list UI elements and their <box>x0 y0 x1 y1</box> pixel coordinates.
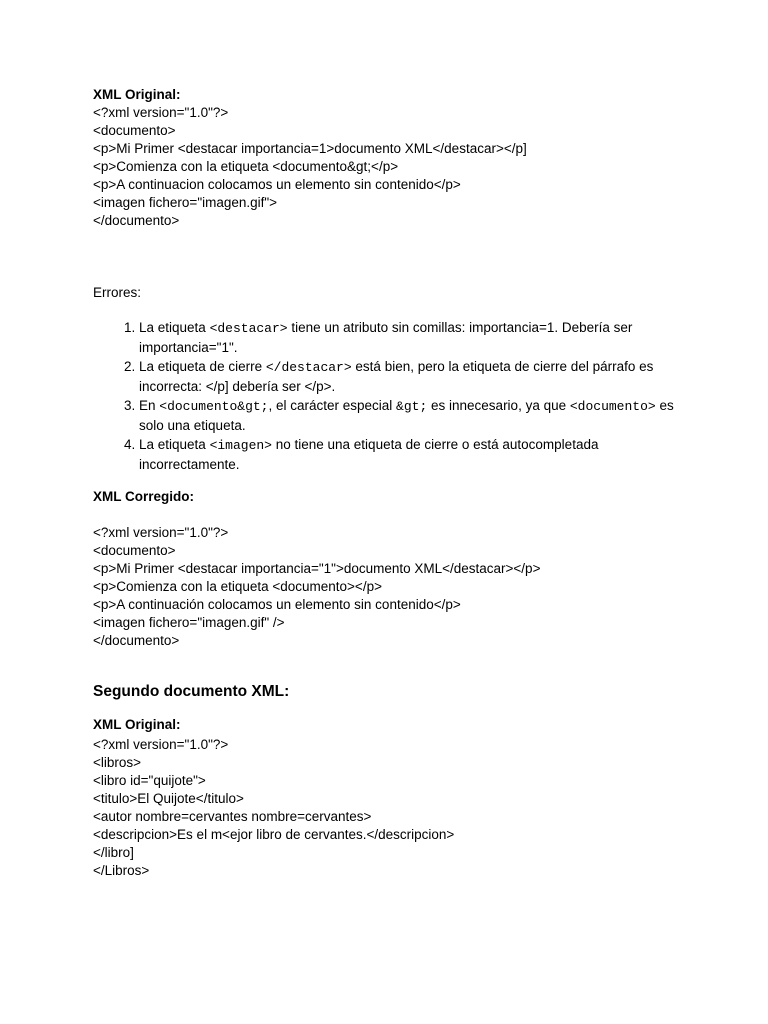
inline-code: <documento> <box>569 399 656 414</box>
code-line: <p>A continuación colocamos un elemento sin contenido</p> <box>93 597 461 612</box>
code-line: <p>Mi Primer <destacar importancia="1">documento XML</destacar></p> <box>93 561 541 576</box>
error-text: está bien, pero la etiqueta de cierre del párrafo es incorrecta: </p] debería ser </p>. <box>139 359 654 394</box>
list-item <box>139 357 683 396</box>
section-title: Segundo documento XML: <box>93 683 290 700</box>
code-line: <libros> <box>93 755 142 770</box>
document-page <box>93 86 683 880</box>
code-line: <documento> <box>93 123 176 138</box>
code-line: <?xml version="1.0"?> <box>93 737 229 752</box>
list-item <box>139 435 683 474</box>
errors-heading: Errores: <box>93 285 142 300</box>
corrected-xml-block <box>93 524 683 650</box>
code-line: <p>A continuacion colocamos un elemento sin contenido</p> <box>93 177 461 192</box>
error-text: La etiqueta <box>139 437 210 452</box>
inline-code: <imagen> <box>209 438 272 453</box>
inline-code: &gt; <box>396 399 428 414</box>
code-line: <documento> <box>93 543 176 558</box>
code-line: <titulo>El Quijote</titulo> <box>93 791 244 806</box>
code-line: <?xml version="1.0"?> <box>93 525 229 540</box>
error-text: En <box>139 398 160 413</box>
list-item <box>139 318 683 357</box>
inline-code: </destacar> <box>265 360 352 375</box>
error-text: La etiqueta de cierre <box>139 359 266 374</box>
code-line: </documento> <box>93 633 180 648</box>
corrected-xml-heading: XML Corregido: <box>93 489 194 504</box>
error-text: es innecesario, ya que <box>427 398 570 413</box>
original-xml-heading: XML Original: <box>93 87 181 102</box>
code-line: <p>Mi Primer <destacar importancia=1>documento XML</destacar></p] <box>93 141 527 156</box>
code-line: <?xml version="1.0"?> <box>93 105 229 120</box>
list-item <box>139 396 683 435</box>
error-text: , el carácter especial <box>268 398 397 413</box>
original-xml-heading: XML Original: <box>93 717 181 732</box>
code-line: <imagen fichero="imagen.gif" /> <box>93 615 285 630</box>
code-line: </libro] <box>93 845 134 860</box>
error-text: es solo una etiqueta. <box>139 398 674 433</box>
inline-code: <destacar> <box>209 321 288 336</box>
code-line: </documento> <box>93 213 180 228</box>
code-line: <imagen fichero="imagen.gif"> <box>93 195 278 210</box>
code-line: <p>Comienza con la etiqueta <documento&gt;</p> <box>93 159 399 174</box>
inline-code: <documento&gt; <box>159 399 269 414</box>
code-line: </Libros> <box>93 863 150 878</box>
error-text: tiene un atributo sin comillas: importancia=1. Debería ser importancia="1". <box>139 320 633 355</box>
code-line: <libro id="quijote"> <box>93 773 206 788</box>
error-text: no tiene una etiqueta de cierre o está autocompletada incorrectamente. <box>139 437 599 472</box>
code-line: <p>Comienza con la etiqueta <documento></p> <box>93 579 382 594</box>
original-xml-block <box>93 736 683 880</box>
original-xml-block <box>93 104 683 230</box>
code-line: <autor nombre=cervantes nombre=cervantes> <box>93 809 372 824</box>
code-line: <descripcion>Es el m<ejor libro de cervantes.</descripcion> <box>93 827 455 842</box>
error-text: La etiqueta <box>139 320 210 335</box>
errors-list <box>93 318 683 474</box>
